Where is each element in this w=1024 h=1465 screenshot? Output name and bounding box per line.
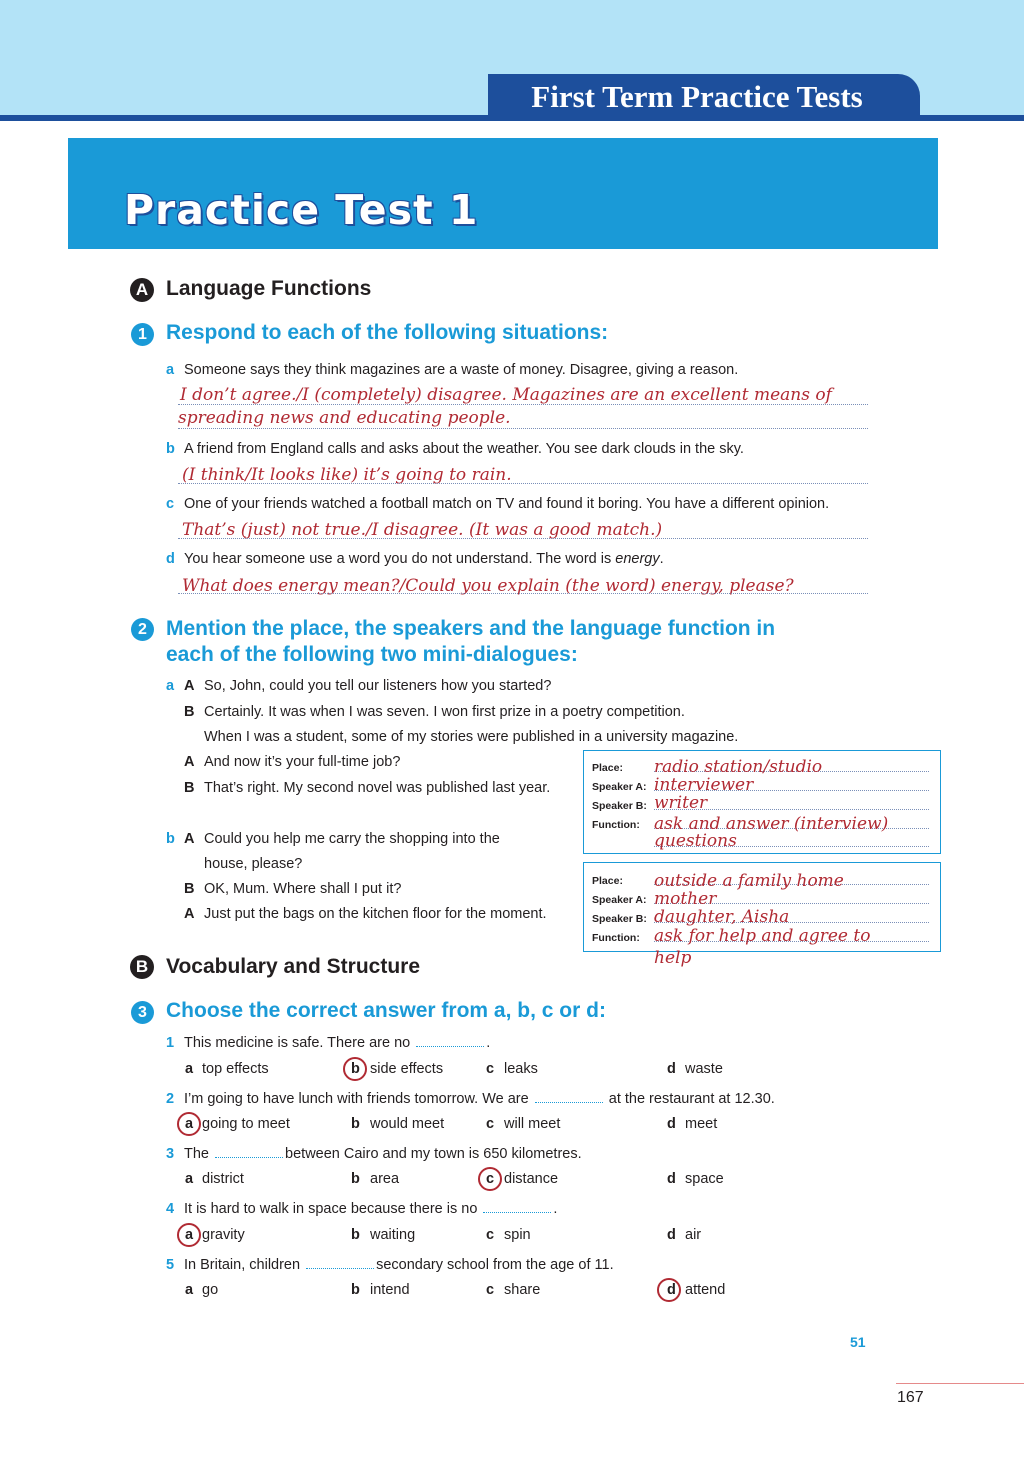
answer-blank <box>483 1202 551 1213</box>
option-text: go <box>202 1282 219 1298</box>
handwritten-answer: daughter, Aisha <box>654 907 790 927</box>
item-number: 4 <box>166 1201 175 1217</box>
handwritten-answer: I don’t agree./I (completely) disagree. Magazines are an excellent means of <box>180 385 832 405</box>
section-b-title: Vocabulary and Structure <box>166 955 421 978</box>
header-tab: First Term Practice Tests <box>488 74 920 120</box>
option-text: top effects <box>202 1061 269 1077</box>
option-text: intend <box>370 1282 410 1298</box>
answer-circle <box>343 1057 367 1081</box>
option-letter: a <box>185 1171 194 1187</box>
answer-blank <box>416 1036 484 1047</box>
answer-line <box>178 404 868 405</box>
dialogue-letter: b <box>166 831 175 847</box>
answer-circle <box>657 1278 681 1302</box>
handwritten-answer: mother <box>654 889 717 909</box>
option-text: leaks <box>504 1061 538 1077</box>
situation-text: A friend from England calls and asks about the weather. You see dark clouds in the sky. <box>184 441 744 457</box>
item-stem: It is hard to walk in space because there is no . <box>184 1201 558 1217</box>
speaker-b-label: Speaker B: <box>592 913 647 925</box>
speaker-label: A <box>184 906 195 922</box>
question-1-badge: 1 <box>131 323 154 346</box>
option-text: area <box>370 1171 400 1187</box>
speaker-a-label: Speaker A: <box>592 894 647 906</box>
option-text: attend <box>685 1282 726 1298</box>
question-1-title: Respond to each of the following situations: <box>166 321 609 344</box>
dialogue-line: Just put the bags on the kitchen floor for the moment. <box>204 906 547 922</box>
item-stem: The between Cairo and my town is 650 kilometres. <box>184 1146 582 1162</box>
handwritten-answer: interviewer <box>654 775 754 795</box>
function-label: Function: <box>592 932 640 944</box>
handwritten-answer: questions <box>654 831 737 851</box>
situation-text: One of your friends watched a football match on TV and found it boring. You have a different opinion. <box>184 496 830 512</box>
situation-text: You hear someone use a word you do not understand. The word is energy. <box>184 551 664 567</box>
option-letter: b <box>351 1116 360 1132</box>
dialogue-line: Could you help me carry the shopping into the <box>204 831 500 847</box>
handwritten-answer: ask and answer (interview) <box>654 814 889 834</box>
option-text: distance <box>504 1171 559 1187</box>
function-label: Function: <box>592 819 640 831</box>
speaker-label: A <box>184 678 195 694</box>
dialogue-line: That’s right. My second novel was published last year. <box>204 780 551 796</box>
file-page-number: 167 <box>897 1389 924 1406</box>
option-letter: c <box>486 1171 495 1187</box>
answer-circle <box>177 1223 201 1247</box>
answer-circle <box>478 1167 502 1191</box>
answer-blank <box>215 1147 283 1158</box>
dialogue-line: When I was a student, some of my stories were published in a university magazine. <box>204 729 739 745</box>
item-number: 5 <box>166 1257 175 1273</box>
handwritten-answer: help <box>654 948 692 968</box>
answer-blank <box>306 1258 374 1269</box>
speaker-label: B <box>184 881 195 897</box>
item-letter: a <box>166 362 175 378</box>
section-b-badge: B <box>130 955 154 979</box>
option-letter: a <box>185 1282 194 1298</box>
question-3-title: Choose the correct answer from a, b, c or d: <box>166 999 606 1022</box>
option-letter: c <box>486 1116 495 1132</box>
option-letter: a <box>185 1116 194 1132</box>
option-text: meet <box>685 1116 718 1132</box>
option-text: waste <box>685 1061 723 1077</box>
handwritten-answer: What does energy mean?/Could you explain (the word) energy, please? <box>182 576 794 596</box>
answer-line <box>178 428 868 429</box>
option-letter: a <box>185 1061 194 1077</box>
option-letter: c <box>486 1061 495 1077</box>
dialogue-b-answer-box <box>583 862 941 952</box>
option-text: waiting <box>370 1227 416 1243</box>
handwritten-answer: That’s (just) not true./I disagree. (It was a good match.) <box>182 520 663 540</box>
situation-text: Someone says they think magazines are a waste of money. Disagree, giving a reason. <box>184 362 739 378</box>
dialogue-letter: a <box>166 678 175 694</box>
dialogue-line: And now it’s your full-time job? <box>204 754 401 770</box>
place-label: Place: <box>592 875 623 887</box>
option-text: going to meet <box>202 1116 290 1132</box>
option-letter: d <box>667 1061 676 1077</box>
answer-circle <box>177 1112 201 1136</box>
speaker-label: B <box>184 780 195 796</box>
item-number: 2 <box>166 1091 175 1107</box>
item-number: 3 <box>166 1146 175 1162</box>
question-3-badge: 3 <box>131 1001 154 1024</box>
item-number: 1 <box>166 1035 175 1051</box>
option-text: will meet <box>504 1116 561 1132</box>
option-text: side effects <box>370 1061 444 1077</box>
handwritten-answer: ask for help and agree to <box>654 926 871 946</box>
handwritten-answer: outside a family home <box>654 871 844 891</box>
option-letter: d <box>667 1227 676 1243</box>
option-text: spin <box>504 1227 531 1243</box>
option-letter: b <box>351 1282 360 1298</box>
question-2-title: Mention the place, the speakers and the language function in <box>166 617 776 640</box>
handwritten-answer: writer <box>654 793 708 813</box>
option-letter: b <box>351 1227 360 1243</box>
option-text: district <box>202 1171 244 1187</box>
handwritten-answer: radio station/studio <box>654 757 823 777</box>
option-letter: c <box>486 1227 495 1243</box>
option-letter: a <box>185 1227 194 1243</box>
page-title: Practice Test 1 <box>124 186 479 234</box>
section-a-badge: A <box>130 278 154 302</box>
dialogue-line: So, John, could you tell our listeners how you started? <box>204 678 552 694</box>
book-page-number: 51 <box>850 1334 866 1350</box>
dialogue-line: Certainly. It was when I was seven. I won first prize in a poetry competition. <box>204 704 685 720</box>
handwritten-answer: spreading news and educating people. <box>178 408 511 428</box>
option-text: gravity <box>202 1227 245 1243</box>
place-label: Place: <box>592 762 623 774</box>
handwritten-answer: (I think/It looks like) it’s going to rain. <box>182 465 512 485</box>
option-text: air <box>685 1227 702 1243</box>
option-letter: b <box>351 1171 360 1187</box>
answer-line <box>178 538 868 539</box>
footer-rule <box>896 1383 1024 1384</box>
option-text: share <box>504 1282 541 1298</box>
option-letter: d <box>667 1116 676 1132</box>
item-letter: d <box>166 551 175 567</box>
question-2-title-line2: each of the following two mini-dialogues: <box>166 643 578 666</box>
option-letter: d <box>667 1282 676 1298</box>
section-a-title: Language Functions <box>166 277 372 300</box>
option-text: would meet <box>370 1116 445 1132</box>
dialogue-line: OK, Mum. Where shall I put it? <box>204 881 402 897</box>
option-letter: b <box>351 1061 360 1077</box>
speaker-b-label: Speaker B: <box>592 800 647 812</box>
item-stem: This medicine is safe. There are no . <box>184 1035 491 1051</box>
item-stem: I’m going to have lunch with friends tomorrow. We are at the restaurant at 12.30. <box>184 1091 775 1107</box>
item-letter: b <box>166 441 175 457</box>
answer-line <box>178 483 868 484</box>
speaker-label: B <box>184 704 195 720</box>
answer-line <box>178 593 868 594</box>
speaker-label: A <box>184 754 195 770</box>
item-stem: In Britain, children secondary school from the age of 11. <box>184 1257 614 1273</box>
speaker-label: A <box>184 831 195 847</box>
option-letter: c <box>486 1282 495 1298</box>
option-text: space <box>685 1171 724 1187</box>
item-letter: c <box>166 496 175 512</box>
dialogue-line: house, please? <box>204 856 303 872</box>
dialogue-a-answer-box <box>583 750 941 854</box>
speaker-a-label: Speaker A: <box>592 781 647 793</box>
option-letter: d <box>667 1171 676 1187</box>
question-2-badge: 2 <box>131 618 154 641</box>
answer-blank <box>535 1092 603 1103</box>
